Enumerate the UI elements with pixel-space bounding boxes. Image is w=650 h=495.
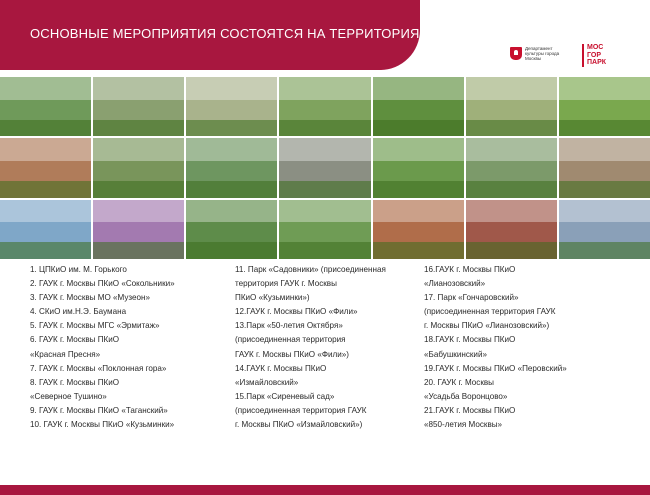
park-list-item: 10. ГАУК г. Москвы ПКиО «Кузьминки»	[30, 420, 175, 430]
park-list-column-3	[424, 263, 567, 432]
moscow-crest-icon	[510, 47, 522, 60]
logo-line: МОС	[587, 44, 604, 51]
park-list-item: 8. ГАУК г. Москвы ПКиО	[30, 377, 120, 387]
park-list-item: (присоединенная территория ГАУК	[235, 405, 367, 415]
park-list-column-1	[30, 263, 175, 432]
park-photo	[466, 77, 557, 136]
park-list-item: 21.ГАУК г. Москвы ПКиО	[424, 405, 516, 415]
park-list-item: 7. ГАУК г. Москвы «Поклонная гора»	[30, 363, 167, 373]
park-list-item: 14.ГАУК г. Москвы ПКиО	[235, 363, 327, 373]
park-photo	[279, 77, 370, 136]
page-title: ОСНОВНЫЕ МЕРОПРИЯТИЯ СОСТОЯТСЯ НА ТЕРРИТОРИЯХ 21 ПАРКА:	[30, 26, 499, 41]
park-photo	[373, 77, 464, 136]
park-list-item: 16.ГАУК г. Москвы ПКиО	[424, 265, 516, 274]
mosgorpark-logo	[582, 44, 606, 67]
park-list-item: 18.ГАУК г. Москвы ПКиО	[424, 335, 516, 345]
park-photo	[373, 138, 464, 197]
park-list-item: «850-летия Москвы»	[424, 420, 503, 430]
park-photo	[93, 138, 184, 197]
park-photo	[373, 200, 464, 259]
park-photo	[279, 138, 370, 197]
park-list-item: 12.ГАУК г. Москвы ПКиО «Фили»	[235, 307, 358, 317]
department-logo-text: Департамент культуры города Москвы	[525, 46, 560, 61]
park-list-item: «Усадьба Воронцово»	[424, 391, 508, 401]
park-list-item: «Бабушкинский»	[424, 349, 487, 359]
park-list-item: 6. ГАУК г. Москвы ПКиО	[30, 335, 120, 345]
park-photo	[559, 77, 650, 136]
park-photo	[0, 138, 91, 197]
park-list-item: 20. ГАУК г. Москвы	[424, 377, 494, 387]
park-list-item: 17. Парк «Гончаровский»	[424, 293, 519, 303]
park-list-item: 11. Парк «Садовники» (присоединенная	[235, 265, 386, 274]
park-list-item: ГАУК г. Москвы ПКиО «Фили»)	[235, 349, 349, 359]
park-photo	[279, 200, 370, 259]
park-list-column-2	[235, 263, 386, 432]
park-list-item: «Северное Тушино»	[30, 391, 107, 401]
park-photo	[186, 77, 277, 136]
park-list-item: (присоединенная территория	[235, 335, 346, 345]
park-list-item: 2. ГАУК г. Москвы ПКиО «Сокольники»	[30, 279, 175, 289]
park-photo	[559, 200, 650, 259]
park-photo	[466, 138, 557, 197]
park-list-item: 1. ЦПКиО им. М. Горького	[30, 265, 127, 274]
park-list-item: (присоединенная территория ГАУК	[424, 307, 556, 317]
park-list-item: 19.ГАУК г. Москвы ПКиО «Перовский»	[424, 363, 567, 373]
park-list-item: г. Москвы ПКиО «Измайловский»)	[235, 420, 363, 430]
footer-bar	[0, 485, 650, 495]
park-photo	[559, 138, 650, 197]
park-photo	[0, 77, 91, 136]
park-list-item: 3. ГАУК г. Москвы МО «Музеон»	[30, 293, 150, 303]
park-list-item: 4. СКиО им.Н.Э. Баумана	[30, 307, 127, 317]
logo-line: ПАРК	[587, 59, 607, 66]
park-list-item: 5. ГАУК г. Москвы МГС «Эрмитаж»	[30, 321, 160, 331]
park-photo	[186, 138, 277, 197]
park-list-item: 13.Парк «50-летия Октября»	[235, 321, 343, 331]
park-photo	[466, 200, 557, 259]
park-list-item: 15.Парк «Сиреневый сад»	[235, 391, 335, 401]
park-photo	[186, 200, 277, 259]
park-photo	[93, 200, 184, 259]
park-photo	[0, 200, 91, 259]
park-list-item: территория ГАУК г. Москвы	[235, 279, 337, 289]
logo-line: ГОР	[587, 51, 601, 59]
park-photo-grid	[0, 77, 650, 259]
department-logo	[510, 46, 563, 61]
park-list-item: ПКиО «Кузьминки»)	[235, 293, 310, 303]
park-list-item: «Лианозовский»	[424, 279, 486, 289]
park-list-item: «Красная Пресня»	[30, 349, 101, 359]
park-list-item: 9. ГАУК г. Москвы ПКиО «Таганский»	[30, 405, 168, 415]
header-banner	[0, 0, 499, 70]
park-list-item: «Измайловский»	[235, 377, 299, 387]
park-photo	[93, 77, 184, 136]
park-list-item: г. Москвы ПКиО «Лианозовский»)	[424, 321, 550, 331]
